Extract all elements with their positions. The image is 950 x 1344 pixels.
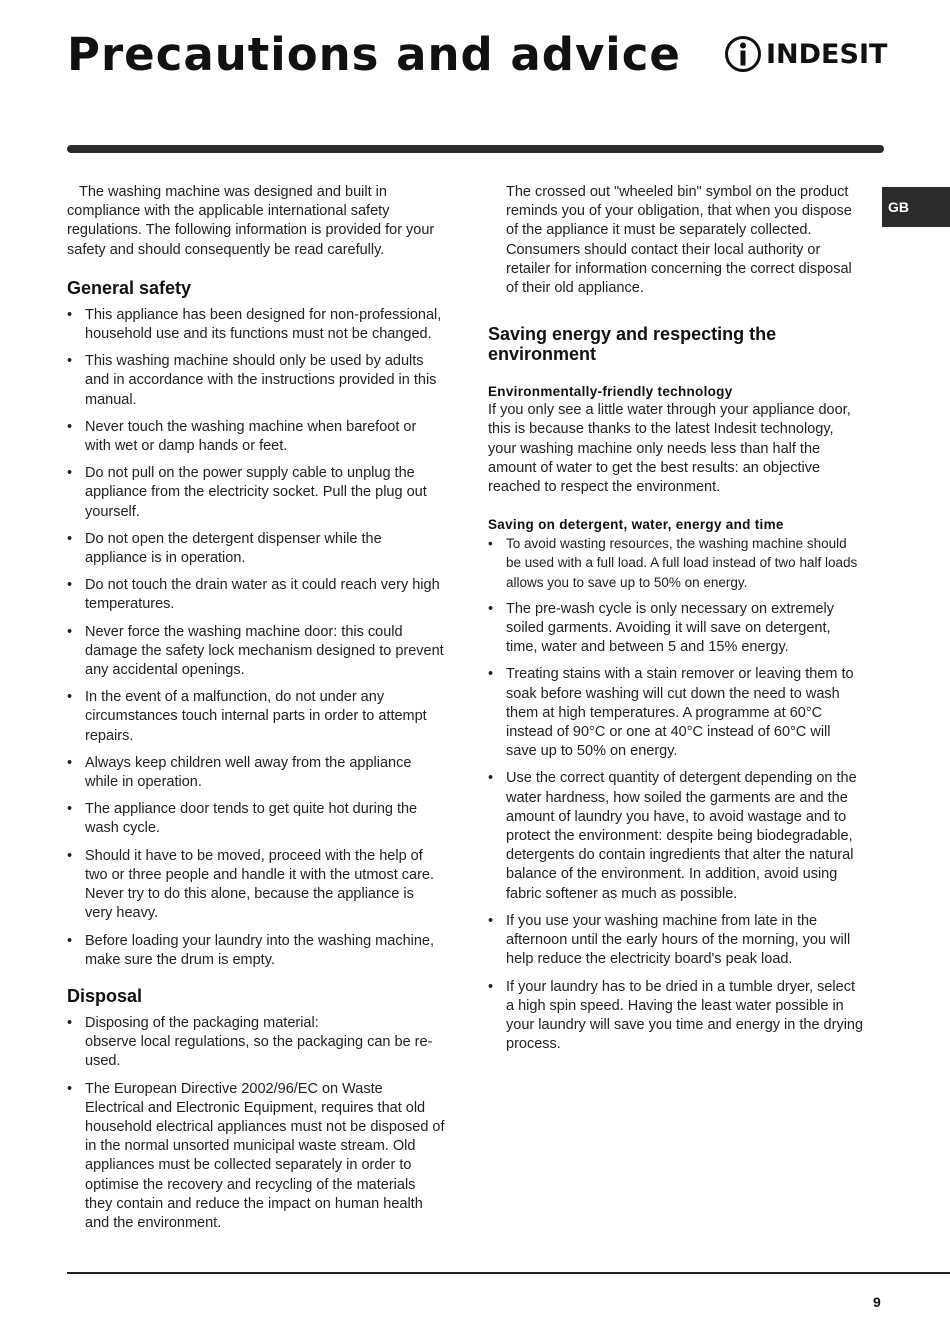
eco-technology-heading: Environmentally-friendly technology	[488, 384, 733, 400]
intro-paragraph: The washing machine was designed and built in compliance with the applicable international safety regulations. The following information is provided for your safety and should consequently be read carefully.	[67, 184, 435, 258]
saving-list	[488, 534, 864, 1054]
list-item: • Use the correct quantity of detergent depending on the water hardness, how soiled the garments are and the amount of laundry you have, to avoid wastage and to protect the environment: despite being biodegradable, detergents do contain ingredients that alter the natural balance of the environment. In addition, avoid using fabric softener as much as possible.	[488, 770, 857, 902]
list-item: • The pre-wash cycle is only necessary on extremely soiled garments. Avoiding it will save on detergent, time, water and between 5 and 15% energy.	[488, 600, 834, 656]
indesit-logo	[724, 34, 887, 74]
language-tab: GB	[882, 187, 950, 227]
brand-name: INDESIT	[766, 38, 888, 70]
right-column	[488, 183, 864, 1062]
list-item: • Do not open the detergent dispenser while the appliance is in operation.	[67, 530, 382, 567]
disposal-list	[67, 1014, 445, 1233]
list-item: • This washing machine should only be used by adults and in accordance with the instructions provided in this manual.	[67, 353, 437, 408]
list-item: • If your laundry has to be dried in a tumble dryer, select a high spin speed. Having the least water possible in your laundry will save you time and energy in the drying process.	[488, 978, 864, 1053]
list-item: • To avoid wasting resources, the washing machine should be used with a full load. A full load instead of two half loads allows you to save up to 50% on energy.	[488, 536, 858, 590]
general-safety-heading: General safety	[67, 277, 192, 298]
list-item: • Treating stains with a stain remover or leaving them to soak before washing will cut down the need to wash them at high temperatures. A programme at 60°C instead of 90°C or one at 40°C instead of 60°C will save up to 50% on energy.	[488, 666, 854, 760]
list-item: • Never touch the washing machine when barefoot or with wet or damp hands or feet.	[67, 418, 417, 455]
page-title: Precautions and advice	[67, 28, 681, 81]
list-item: • The appliance door tends to get quite hot during the wash cycle.	[67, 801, 418, 837]
list-item: • Should it have to be moved, proceed with the help of two or three people and handle it with the utmost care. Never try to do this alone, because the appliance is very heavy.	[67, 847, 435, 922]
header-rule	[67, 145, 884, 153]
page-number: 9	[873, 1294, 881, 1310]
disposal-heading: Disposal	[67, 985, 143, 1006]
list-item: • Always keep children well away from the appliance while in operation.	[67, 754, 412, 791]
saving-detergent-heading: Saving on detergent, water, energy and time	[488, 517, 784, 533]
list-item: • If you use your washing machine from late in the afternoon until the early hours of the morning, you will help reduce the electricity board's peak load.	[488, 912, 851, 968]
general-safety-list	[67, 306, 445, 970]
saving-energy-heading: Saving energy and respecting the environment	[488, 324, 777, 365]
list-item: • Do not touch the drain water as it could reach very high temperatures.	[67, 577, 440, 613]
indesit-logo-icon	[724, 34, 762, 74]
list-item: • In the event of a malfunction, do not under any circumstances touch internal parts in order to attempt repairs.	[67, 689, 427, 744]
left-column	[67, 183, 445, 1241]
list-item: • Before loading your laundry into the washing machine, make sure the drum is empty.	[67, 932, 435, 968]
eco-technology-text: If you only see a little water through your appliance door, this is because thanks to the latest Indesit technology, your washing machine only needs less than half the amount of water to get the best results: an objective reached to respect the environment.	[488, 402, 851, 496]
list-item: • This appliance has been designed for non-professional, household use and its functions must not be changed.	[67, 306, 442, 343]
list-item: • The European Directive 2002/96/EC on Waste Electrical and Electronic Equipment, requires that old household electrical appliances must not be disposed of in the normal unsorted municipal waste stream. Old appliances must be collected separately in order to optimise the recovery and recycling of the materials they contain and reduce the impact on human health and the environment.	[67, 1080, 445, 1231]
list-item: • Never force the washing machine door: this could damage the safety lock mechanism designed to prevent any accidental openings.	[67, 623, 444, 679]
list-item: • Do not pull on the power supply cable to unplug the appliance from the electricity socket. Pull the plug out yourself.	[67, 465, 427, 520]
footer-rule	[67, 1272, 950, 1274]
disposal-continued-1: The crossed out "wheeled bin" symbol on the product reminds you of your obligation, that when you dispose of the appliance it must be separately collected.	[506, 184, 852, 239]
disposal-continued-2: Consumers should contact their local authority or retailer for information concerning the correct disposal of their old appliance.	[506, 241, 852, 297]
list-item: • Disposing of the packaging material: observe local regulations, so the packaging can be re-used.	[67, 1014, 433, 1070]
